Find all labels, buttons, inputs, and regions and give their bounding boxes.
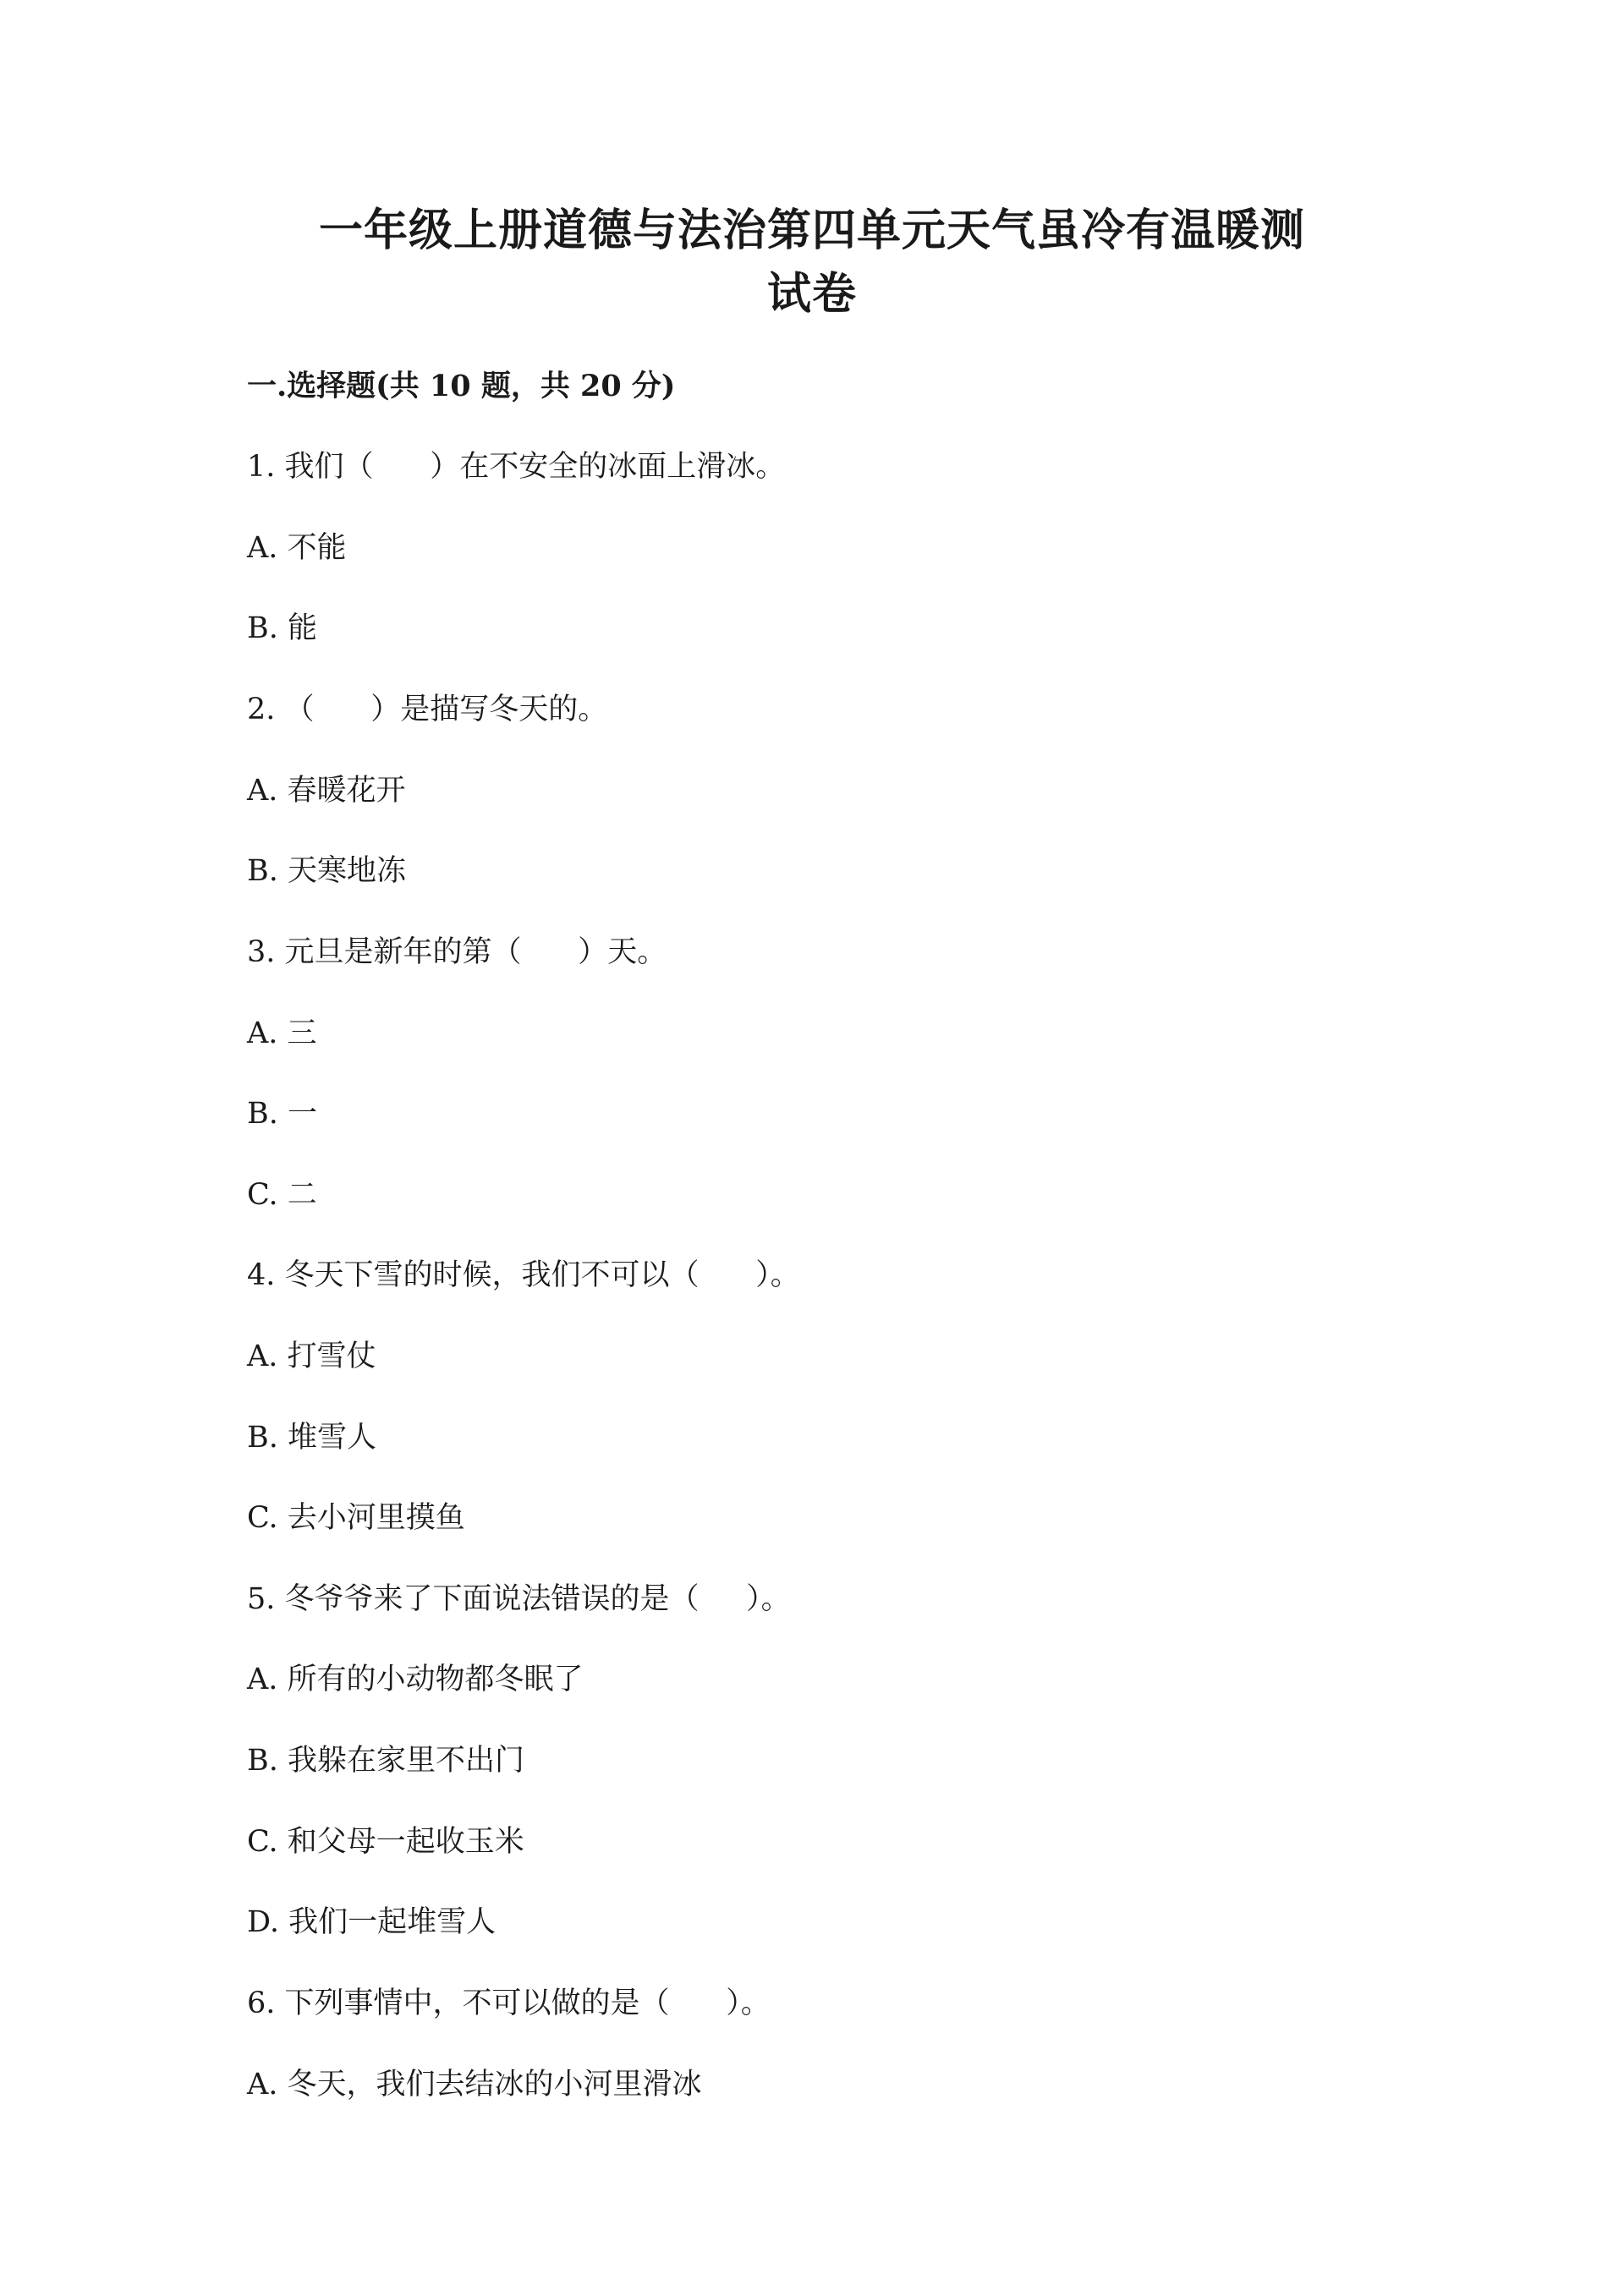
question-2-stem: 2. （ ）是描写冬天的。 (247, 693, 608, 726)
question-5-stem: 5. 冬爷爷来了下面说法错误的是（ ）。 (247, 1582, 791, 1616)
question-2-option-a: A. 春暖花开 (247, 774, 406, 808)
question-1-option-b: B. 能 (247, 611, 317, 645)
question-4-option-c: C. 去小河里摸鱼 (247, 1501, 465, 1535)
question-5-option-a: A. 所有的小动物都冬眠了 (247, 1663, 584, 1696)
question-5-option-c: C. 和父母一起收玉米 (247, 1825, 524, 1859)
question-4-stem: 4. 冬天下雪的时候，我们不可以（ ）。 (247, 1258, 800, 1292)
question-3-option-a: A. 三 (247, 1016, 317, 1050)
question-3-option-c: C. 二 (247, 1178, 317, 1212)
question-6-stem: 6. 下列事情中，不可以做的是（ ）。 (247, 1986, 771, 2020)
question-4-option-b: B. 堆雪人 (247, 1421, 376, 1455)
question-2-option-b: B. 天寒地冻 (247, 854, 406, 888)
question-6-option-a: A. 冬天，我们去结冰的小河里滑冰 (247, 2068, 702, 2101)
question-4-option-a: A. 打雪仗 (247, 1340, 376, 1373)
exam-title-line-1: 一年级上册道德与法治第四单元天气虽冷有温暖测 (318, 205, 1305, 256)
question-1-stem: 1. 我们（ ）在不安全的冰面上滑冰。 (247, 450, 786, 484)
question-5-option-d: D. 我们一起堆雪人 (247, 1905, 497, 1939)
question-3-option-b: B. 一 (247, 1097, 317, 1131)
exam-title-line-2: 试卷 (766, 268, 857, 320)
section-heading: 一.选择题(共 10 题，共 20 分) (247, 369, 676, 403)
question-3-stem: 3. 元旦是新年的第（ ）天。 (247, 935, 667, 969)
question-1-option-a: A. 不能 (247, 531, 347, 565)
question-5-option-b: B. 我躲在家里不出门 (247, 1744, 524, 1778)
